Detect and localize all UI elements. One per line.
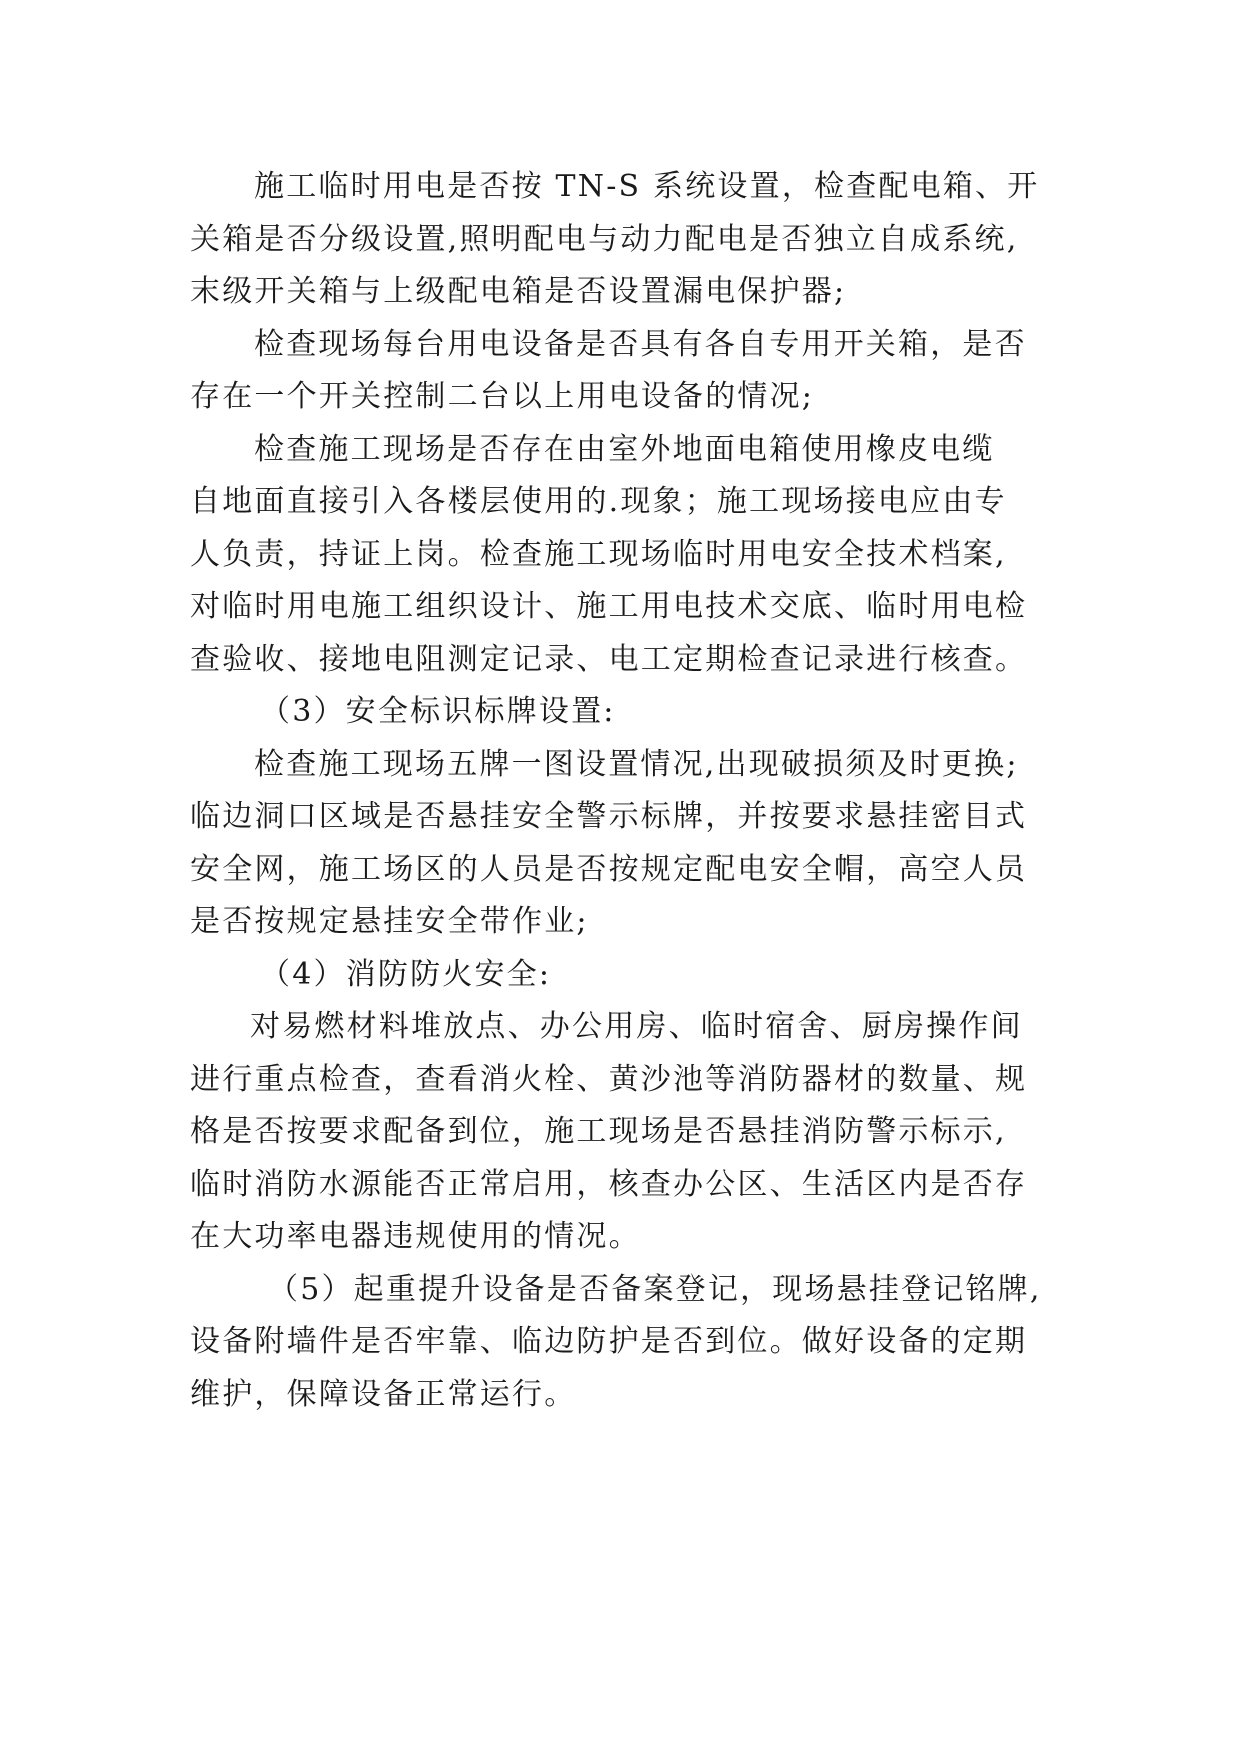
text-line: 临边洞口区域是否悬挂安全警示标牌，并按要求悬挂密目式	[190, 799, 1028, 834]
text-line: 检查施工现场五牌一图设置情况,出现破损须及时更换;	[254, 746, 1019, 782]
text-line: 自地面直接引入各楼层使用的.现象；施工现场接电应由专	[190, 484, 1007, 519]
text-line: 对临时用电施工组织设计、施工用电技术交底、临时用电检	[190, 589, 1028, 624]
text-line: 检查施工现场是否存在由室外地面电箱使用橡皮电缆	[254, 431, 995, 467]
text-line: 关箱是否分级设置,照明配电与动力配电是否独立自成系统,	[190, 221, 1019, 257]
text-line: 是否按规定悬挂安全带作业;	[190, 904, 589, 939]
text-line: 施工临时用电是否按 TN-S 系统设置，检查配电箱、开	[254, 169, 1040, 204]
section-heading: （5）起重提升设备是否备案登记，现场悬挂登记铭牌,	[268, 1271, 1042, 1307]
text-line: 末级开关箱与上级配电箱是否设置漏电保护器;	[190, 274, 847, 309]
body-text	[190, 161, 1090, 1421]
section-heading: （4）消防防火安全:	[260, 956, 552, 992]
text-line: 查验收、接地电阻测定记录、电工定期检查记录进行核查。	[190, 641, 1028, 677]
text-line: 维护，保障设备正常运行。	[190, 1376, 577, 1412]
text-line: 检查现场每台用电设备是否具有各自专用开关箱，是否	[254, 326, 1027, 362]
text-line: 设备附墙件是否牢靠、临边防护是否到位。做好设备的定期	[190, 1324, 1028, 1359]
text-line: 对易燃材料堆放点、办公用房、临时宿舍、厨房操作间	[250, 1009, 1023, 1044]
text-line: 进行重点检查，查看消火栓、黄沙池等消防器材的数量、规	[190, 1061, 1028, 1097]
text-line: 临时消防水源能否正常启用，核查办公区、生活区内是否存	[190, 1166, 1028, 1202]
section-heading: （3）安全标识标牌设置:	[260, 694, 616, 729]
text-line: 在大功率电器违规使用的情况。	[190, 1219, 641, 1254]
text-line: 人负责，持证上岗。检查施工现场临时用电安全技术档案,	[190, 536, 1007, 572]
text-line: 格是否按要求配备到位，施工现场是否悬挂消防警示标示,	[190, 1114, 1007, 1149]
text-line: 存在一个开关控制二台以上用电设备的情况;	[190, 379, 815, 414]
text-line: 安全网，施工场区的人员是否按规定配电安全帽，高空人员	[190, 851, 1028, 887]
